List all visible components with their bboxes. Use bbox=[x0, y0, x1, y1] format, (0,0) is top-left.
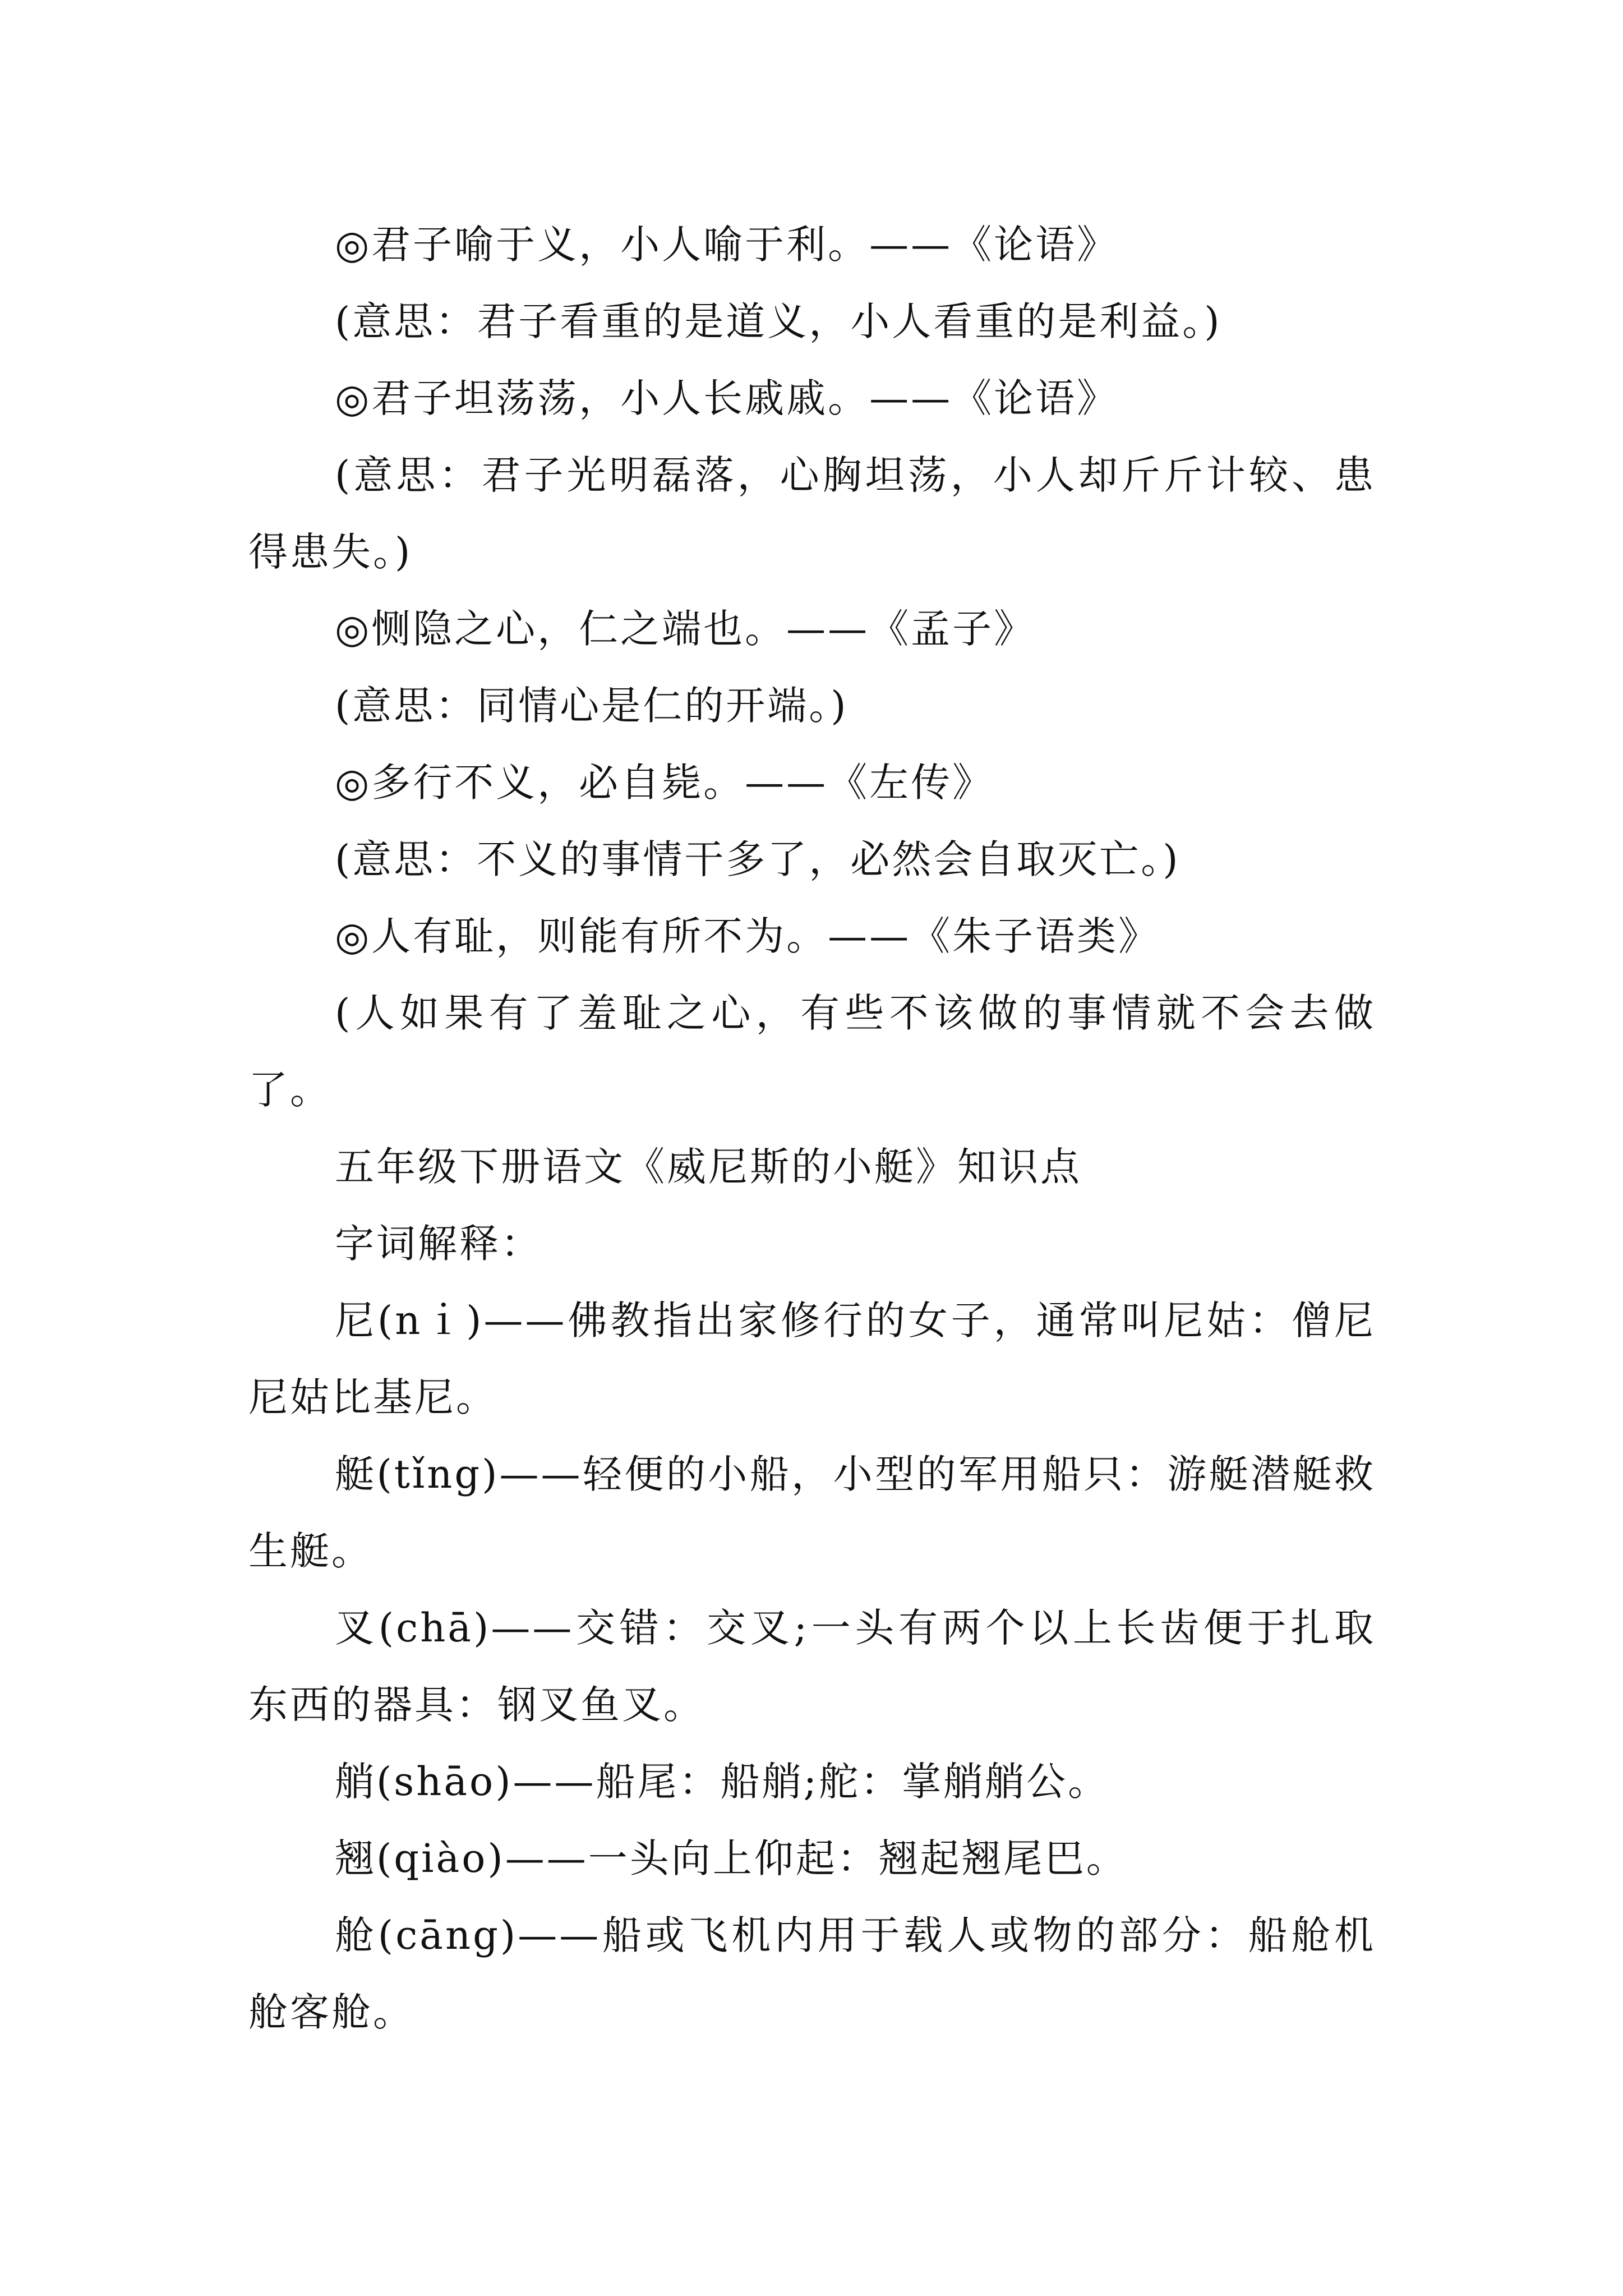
subsection-label: 字词解释： bbox=[335, 1221, 542, 1267]
meaning-ren-you-chi: (人如果有了羞耻之心，有些不该做的事情就不会去做了。 bbox=[248, 990, 1376, 1113]
quote-junzi-yu-yi: ◎君子喻于义，小人喻于利。——《论语》 bbox=[335, 222, 1119, 268]
document-body bbox=[248, 206, 1376, 2051]
section-title: 五年级下册语文《威尼斯的小艇》知识点 bbox=[335, 1144, 1082, 1190]
definition-shao: 艄(shāo)——船尾：船艄;舵：掌艄艄公。 bbox=[335, 1759, 1110, 1805]
definition-ting: 艇(tǐng)——轻便的小船，小型的军用船只：游艇潜艇救生艇。 bbox=[248, 1451, 1376, 1574]
definition-cang: 舱(cāng)——船或飞机内用于载人或物的部分：船舱机舱客舱。 bbox=[248, 1912, 1376, 2035]
quote-ren-you-chi: ◎人有耻，则能有所不为。——《朱子语类》 bbox=[335, 913, 1160, 959]
quote-ceyin-zhi-xin: ◎恻隐之心，仁之端也。——《孟子》 bbox=[335, 606, 1036, 652]
quote-junzi-tan-dang: ◎君子坦荡荡，小人长戚戚。——《论语》 bbox=[335, 375, 1119, 421]
quote-duo-xing-bu-yi: ◎多行不义，必自毙。——《左传》 bbox=[335, 760, 994, 806]
definition-cha: 叉(chā)——交错：交叉;一头有两个以上长齿便于扎取东西的器具：钢叉鱼叉。 bbox=[248, 1605, 1376, 1728]
definition-qiao: 翘(qiào)——一头向上仰起：翘起翘尾巴。 bbox=[335, 1835, 1128, 1881]
meaning-duo-xing-bu-yi: (意思：不义的事情干多了，必然会自取灭亡。) bbox=[335, 836, 1181, 882]
meaning-ceyin-zhi-xin: (意思：同情心是仁的开端。) bbox=[335, 683, 849, 729]
meaning-junzi-yu-yi: (意思：君子看重的是道义，小人看重的是利益。) bbox=[335, 298, 1222, 344]
meaning-junzi-tan-dang: (意思：君子光明磊落，心胸坦荡，小人却斤斤计较、患得患失。) bbox=[248, 452, 1376, 575]
definition-ni: 尼(nｉ)——佛教指出家修行的女子，通常叫尼姑：僧尼尼姑比基尼。 bbox=[248, 1297, 1376, 1420]
